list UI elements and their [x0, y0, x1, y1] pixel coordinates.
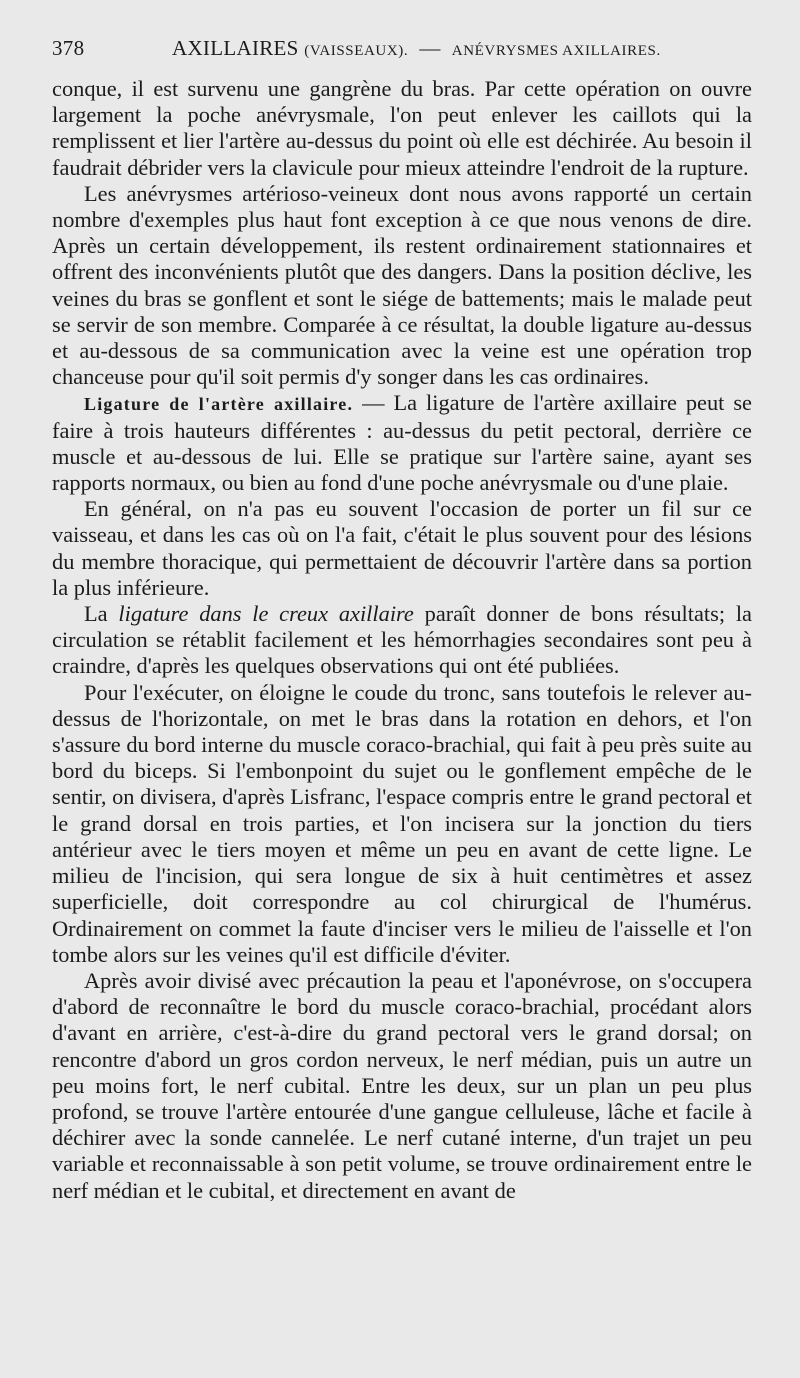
running-header: [52, 36, 752, 76]
paragraph-5: [52, 601, 752, 680]
paragraph-3: [52, 390, 752, 496]
running-title: [172, 36, 661, 61]
header-title-paren: (VAISSEAUX).: [304, 43, 409, 59]
header-separator: —: [419, 36, 441, 60]
paragraph-7: Après avoir divisé avec précaution la peau et l'aponévrose, on s'occupera d'abord de reconnaître le bord du muscle coraco-brachial, procédant alors d'avant en arrière, c'est-à-dire du grand pectoral vers le grand dorsal; on rencontre d'abord un gros cordon nerveux, le nerf médian, puis un autre un peu moins fort, le nerf cubital. Entre les deux, sur un plan un peu plus profond, se trouve l'artère entourée d'une gangue celluleuse, lâche et facile à déchirer avec la sonde cannelée. Le nerf cutané interne, d'un trajet un peu variable et reconnaissable à son petit volume, se trouve ordinairement entre le nerf médian et le cubital, et directement en avant de: [52, 967, 752, 1203]
body-text: [52, 76, 752, 1204]
page-number: 378: [52, 36, 85, 60]
paragraph-5-italic: ligature dans le creux axillaire: [118, 601, 414, 627]
header-subtitle: ANÉVRYSMES AXILLAIRES.: [451, 43, 661, 59]
paragraph-2: Les anévrysmes artérioso-veineux dont nous avons rapporté un certain nombre d'exemples plus haut font exception à ce que nous venons de dire. Après un certain développement, ils restent ordinairement stationnaires et offrent des inconvénients plutôt que des dangers. Dans la position déclive, les veines du bras se gonflent et sont le siége de battements; mais le malade peut se servir de son membre. Comparée à ce résultat, la double ligature au-dessus et au-dessous de sa communication avec la veine est une opération trop chanceuse pour qu'il soit permis d'y songer dans les cas ordinaires.: [52, 180, 752, 390]
paragraph-3-text: La ligature de l'artère axillaire peut se faire à trois hauteurs différentes : au-dessus du petit pectoral, derrière ce muscle et au-dessous de lui. Elle se pratique sur l'artère saine, ayant ses rapports normaux, ou bien au fond d'une poche anévrysmale ou d'une plaie.: [52, 390, 752, 496]
paragraph-5-lead: La: [84, 601, 119, 627]
paragraph-6: Pour l'exécuter, on éloigne le coude du tronc, sans toutefois le relever au-dessus de l'horizontale, on met le bras dans la rotation en dehors, et l'on s'assure du bord interne du muscle coraco-brachial, qui fait à peu près suite au bord du biceps. Si l'embonpoint du sujet ou le gonflement empêche de le sentir, on divisera, d'après Lisfranc, l'espace compris entre le grand pectoral et le grand dorsal en trois parties, et l'on incisera sur la jonction du tiers antérieur avec le tiers moyen et même un peu en avant de cette ligne. Le milieu de l'incision, qui sera longue de six à huit centimètres et assez superficielle, doit correspondre au col chirurgical de l'humérus. Ordinairement on commet la faute d'inciser vers le milieu de l'aisselle et l'on tombe alors sur les veines qu'il est difficile d'éviter.: [52, 679, 752, 967]
heading-dash: —: [353, 390, 394, 416]
section-heading: Ligature de l'artère axillaire.: [84, 394, 354, 415]
paragraph-5-text: paraît donner de bons résultats; la circulation se rétablit facilement et les hémorrhagies secondaires sont peu à craindre, d'après les quelques observations qui ont été publiées.: [52, 601, 752, 679]
header-title: AXILLAIRES: [172, 36, 299, 60]
paragraph-4: En général, on n'a pas eu souvent l'occasion de porter un fil sur ce vaisseau, et dans les cas où on l'a fait, c'était le plus souvent pour des lésions du membre thoracique, qui permettaient de découvrir l'artère dans sa portion la plus inférieure.: [52, 496, 752, 600]
paragraph-1: conque, il est survenu une gangrène du bras. Par cette opération on ouvre largement la poche anévrysmale, l'on peut enlever les caillots qui la remplissent et lier l'artère au-dessus du point où elle est déchirée. Au besoin il faudrait débrider vers la clavicule pour mieux atteindre l'endroit de la rupture.: [52, 76, 752, 180]
